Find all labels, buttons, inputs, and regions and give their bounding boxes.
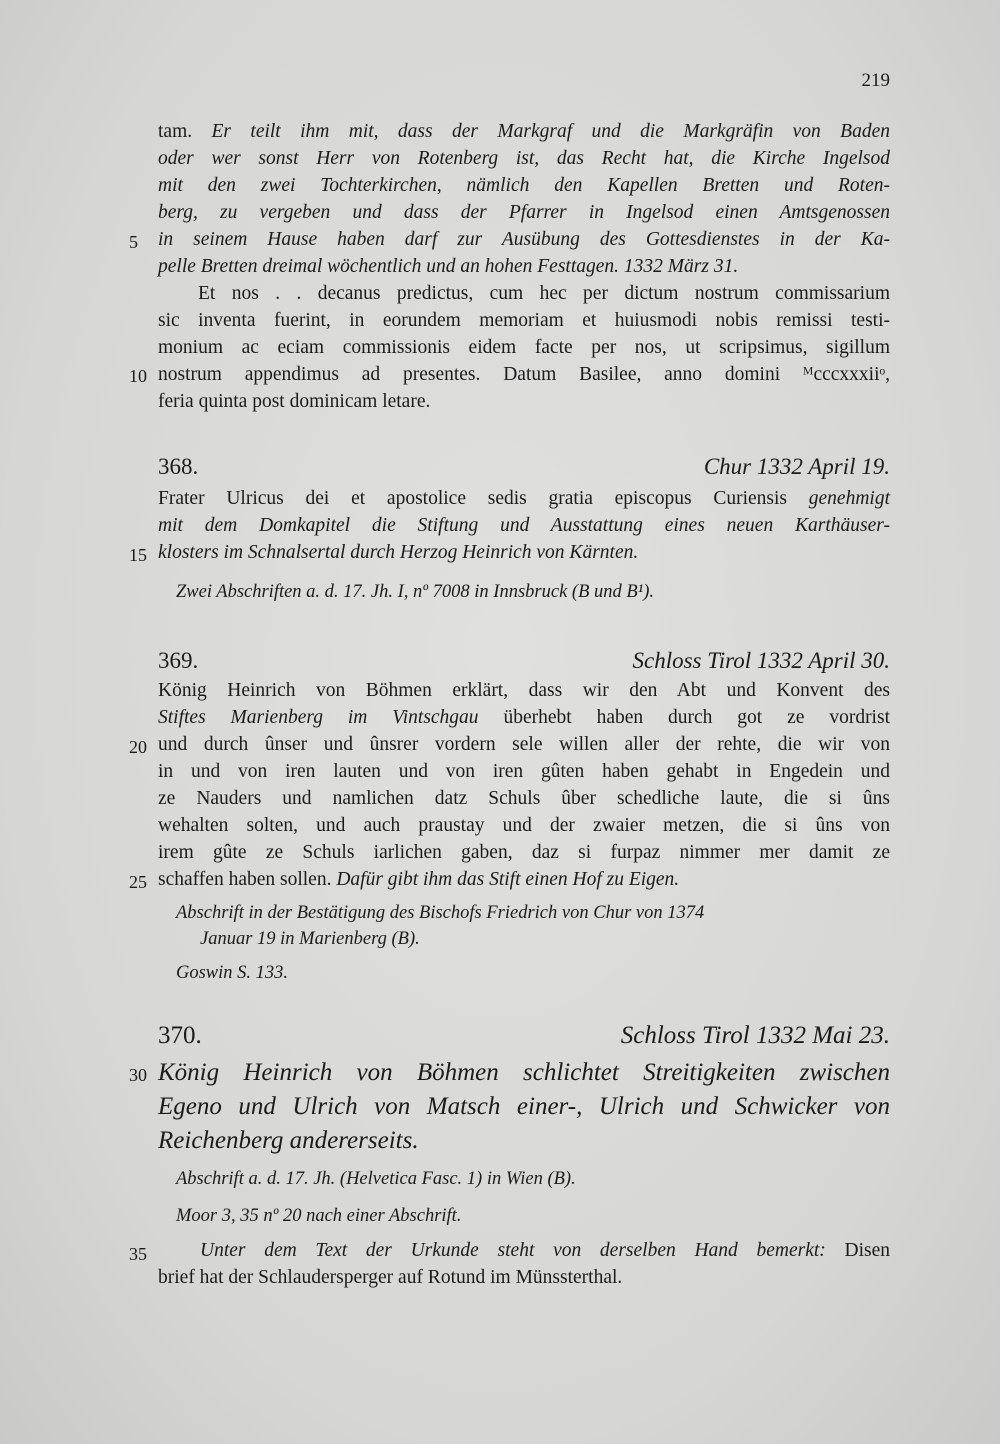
text-roman: tam.: [158, 121, 212, 142]
text-line: mit dem Domkapitel die Stiftung und Ausstattung eines neuen Karthäuser-: [158, 515, 890, 536]
text-line: Reichenberg andererseits.: [158, 1127, 419, 1154]
line-number: 10: [129, 366, 147, 386]
source-note: Januar 19 in Marienberg (B).: [200, 929, 420, 949]
text-line: [158, 486, 890, 512]
text-line: berg, zu vergeben und dass der Pfarrer in Ingelsod einen Amtsgenossen: [158, 202, 890, 223]
text-line: in seinem Hause haben darf zur Ausübung des Gottesdienstes in der Ka-: [158, 229, 890, 250]
text-line: und durch ûnser und ûnsrer vordern sele willen aller der rehte, die wir von: [158, 734, 890, 755]
text-line: monium ac eciam commissionis eidem facte per nos, ut scripsimus, sigillum: [158, 337, 890, 358]
text-line: [200, 1238, 890, 1264]
line-number: 25: [129, 872, 147, 892]
entry-date: Schloss Tirol 1332 April 30.: [632, 648, 890, 673]
literature-note: Goswin S. 133.: [176, 963, 289, 983]
text-roman: überhebt haben durch got ze vordrist: [478, 707, 890, 728]
text-line: [158, 705, 890, 731]
text-line: Egeno und Ulrich von Matsch einer-, Ulrich und Schwicker von: [158, 1093, 890, 1120]
source-note: Abschrift in der Bestätigung des Bischofs Friedrich von Chur von 1374: [176, 903, 705, 923]
text-line: feria quinta post dominicam letare.: [158, 391, 431, 412]
line-number: 5: [129, 232, 138, 252]
text-line: wehalten solten, und auch praustay und der zwaier metzen, die si ûns von: [158, 815, 890, 836]
entry-number: 368.: [158, 454, 199, 479]
source-note: Zwei Abschriften a. d. 17. Jh. I, nº 7008 in Innsbruck (B und B¹).: [176, 582, 655, 602]
page-number: 219: [861, 70, 890, 91]
text-line: [158, 867, 890, 893]
source-note: Abschrift a. d. 17. Jh. (Helvetica Fasc. 1) in Wien (B).: [176, 1169, 576, 1189]
text-line: König Heinrich von Böhmen erklärt, dass wir den Abt und Konvent des: [158, 680, 890, 701]
entry-date: Schloss Tirol 1332 Mai 23.: [620, 1022, 890, 1049]
line-number: 20: [129, 737, 147, 757]
text-roman: schaffen haben sollen.: [158, 869, 337, 890]
text-italic: genehmigt: [808, 488, 890, 509]
text-line: sic inventa fuerint, in eorundem memoriam et huiusmodi nobis remissi testi-: [158, 310, 890, 331]
entry-heading-369: [158, 648, 890, 678]
text-line: Et nos . . decanus predictus, cum hec per dictum nostrum commissarium: [198, 283, 890, 304]
text-roman: Disen: [825, 1240, 890, 1261]
line-number: 35: [129, 1244, 147, 1264]
text-italic: Stiftes Marienberg im Vintschgau: [158, 707, 479, 728]
text-italic: Unter dem Text der Urkunde steht von derselben Hand bemerkt:: [200, 1240, 826, 1261]
text-line: oder wer sonst Herr von Rotenberg ist, das Recht hat, die Kirche Ingelsod: [158, 148, 890, 169]
entry-number: 370.: [158, 1022, 202, 1049]
text-line: nostrum appendimus ad presentes. Datum Basilee, anno domini ᴹcccxxxiiᵒ,: [158, 364, 890, 385]
text-line: irem gûte ze Schuls iarlichen gaben, daz si furpaz nimmer mer damit ze: [158, 842, 890, 863]
entry-date: Chur 1332 April 19.: [703, 454, 890, 479]
line-number: 30: [129, 1065, 147, 1085]
text-line: mit den zwei Tochterkirchen, nämlich den Kapellen Bretten und Roten-: [158, 175, 890, 196]
text-italic: Er teilt ihm mit, dass der Markgraf und die Markgräfin von Baden: [211, 121, 890, 142]
entry-heading-370: [158, 1022, 890, 1054]
line-number: 15: [129, 545, 147, 565]
text-italic: Dafür gibt ihm das Stift einen Hof zu Eigen.: [336, 869, 680, 890]
text-roman: Frater Ulricus dei et apostolice sedis gratia episcopus Curiensis: [158, 488, 809, 509]
text-line: [158, 119, 890, 145]
text-line: klosters im Schnalsertal durch Herzog Heinrich von Kärnten.: [158, 542, 639, 563]
text-line: pelle Bretten dreimal wöchentlich und an hohen Festtagen. 1332 März 31.: [158, 256, 739, 277]
entry-number: 369.: [158, 648, 199, 673]
literature-note: Moor 3, 35 nº 20 nach einer Abschrift.: [176, 1206, 462, 1226]
text-line: in und von iren lauten und von iren gûten haben gehabt in Engedein und: [158, 761, 890, 782]
text-line: König Heinrich von Böhmen schlichtet Streitigkeiten zwischen: [158, 1059, 890, 1086]
text-line: brief hat der Schlaudersperger auf Rotund im Münssterthal.: [158, 1267, 623, 1288]
text-line: ze Nauders und namlichen datz Schuls ûber schedliche laute, die si ûns: [158, 788, 890, 809]
entry-heading-368: [158, 454, 890, 484]
